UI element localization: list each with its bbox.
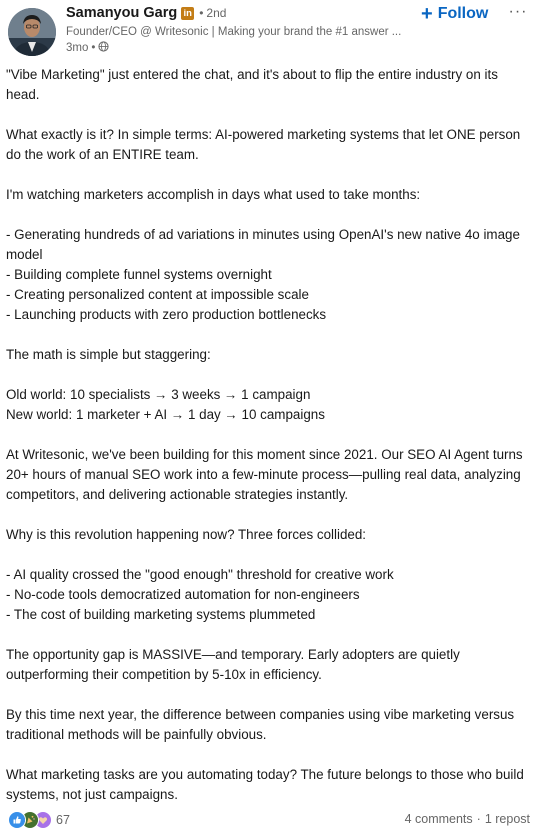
post-line: - Launching products with zero production bottlenecks [6, 307, 327, 322]
like-icon [8, 811, 26, 829]
author-headline: Founder/CEO @ Writesonic | Making your brand the #1 answer ... [66, 26, 402, 38]
post-line: - Building complete funnel systems overnight [6, 267, 272, 282]
post-line: New world: 1 marketer + AI → 1 day → 10 campaigns [6, 407, 325, 422]
post-line: - Generating hundreds of ad variations in minutes using OpenAI's new native 4o image model [6, 227, 520, 262]
profile-photo [8, 8, 56, 56]
post-body [6, 65, 534, 805]
post-paragraph: What exactly is it? In simple terms: AI-powered marketing systems that let ONE person do the work of an ENTIRE team. [6, 127, 521, 162]
separator-dot: • [91, 42, 96, 54]
post-header [0, 0, 540, 60]
post-line: - AI quality crossed the "good enough" threshold for creative work [6, 567, 394, 582]
post-line: - Creating personalized content at impossible scale [6, 287, 309, 302]
post-paragraph: By this time next year, the difference between companies using vibe marketing versus traditional methods will be painfully obvious. [6, 707, 515, 742]
post-time: 3mo [66, 42, 89, 54]
post-paragraph: I'm watching marketers accomplish in days what used to take months: [6, 187, 421, 202]
paragraph-gap [6, 625, 534, 645]
author-name[interactable]: Samanyou Garg [66, 5, 178, 21]
social-counts [0, 808, 540, 830]
follow-button[interactable] [421, 3, 488, 25]
post-line: Old world: 10 specialists → 3 weeks → 1 campaign [6, 387, 311, 402]
post-paragraph: The math is simple but staggering: [6, 347, 211, 362]
post-line: - The cost of building marketing systems plummeted [6, 607, 316, 622]
post-paragraph: "Vibe Marketing" just entered the chat, and it's about to flip the entire industry on its head. [6, 67, 498, 102]
comments-count-link[interactable]: 4 comments [404, 812, 473, 826]
post-paragraph: Why is this revolution happening now? Three forces collided: [6, 527, 367, 542]
post-line: - No-code tools democratized automation for non-engineers [6, 587, 360, 602]
connection-degree: 2nd [206, 6, 227, 20]
post-paragraph: The opportunity gap is MASSIVE—and temporary. Early adopters are quietly outperforming their competition by 5-10x in efficiency. [6, 647, 460, 682]
engagement-stats [405, 812, 530, 826]
paragraph-gap [6, 425, 534, 445]
separator-dot: · [476, 812, 481, 826]
post-paragraph: At Writesonic, we've been building for this moment since 2021. Our SEO AI Agent turns 20+ hours of manual SEO work into a few-minute process—pulling real data, analyzing competitors, and delivering actionable strategies instantly. [6, 447, 523, 502]
ellipsis-icon: ··· [508, 3, 528, 20]
more-options-button[interactable] [508, 3, 528, 21]
post-meta [66, 41, 109, 55]
paragraph-gap [6, 105, 534, 125]
paragraph-gap [6, 365, 534, 385]
author-name-row [66, 5, 226, 21]
paragraph-gap [6, 505, 534, 525]
globe-icon [98, 41, 109, 55]
paragraph-gap [6, 165, 534, 185]
plus-icon: + [421, 3, 433, 25]
paragraph-gap [6, 205, 534, 225]
follow-label: Follow [437, 5, 489, 22]
paragraph-gap [6, 545, 534, 565]
premium-badge-icon: in [181, 7, 194, 20]
paragraph-gap [6, 325, 534, 345]
separator-dot: • [199, 6, 204, 20]
reaction-count: 67 [56, 813, 70, 827]
reposts-count-link[interactable]: 1 repost [484, 812, 530, 826]
paragraph-gap [6, 685, 534, 705]
post-paragraph: What marketing tasks are you automating today? The future belongs to those who build systems, not just campaigns. [6, 767, 524, 802]
paragraph-gap [6, 745, 534, 765]
avatar[interactable] [8, 8, 56, 56]
reactions-summary[interactable] [8, 811, 70, 829]
